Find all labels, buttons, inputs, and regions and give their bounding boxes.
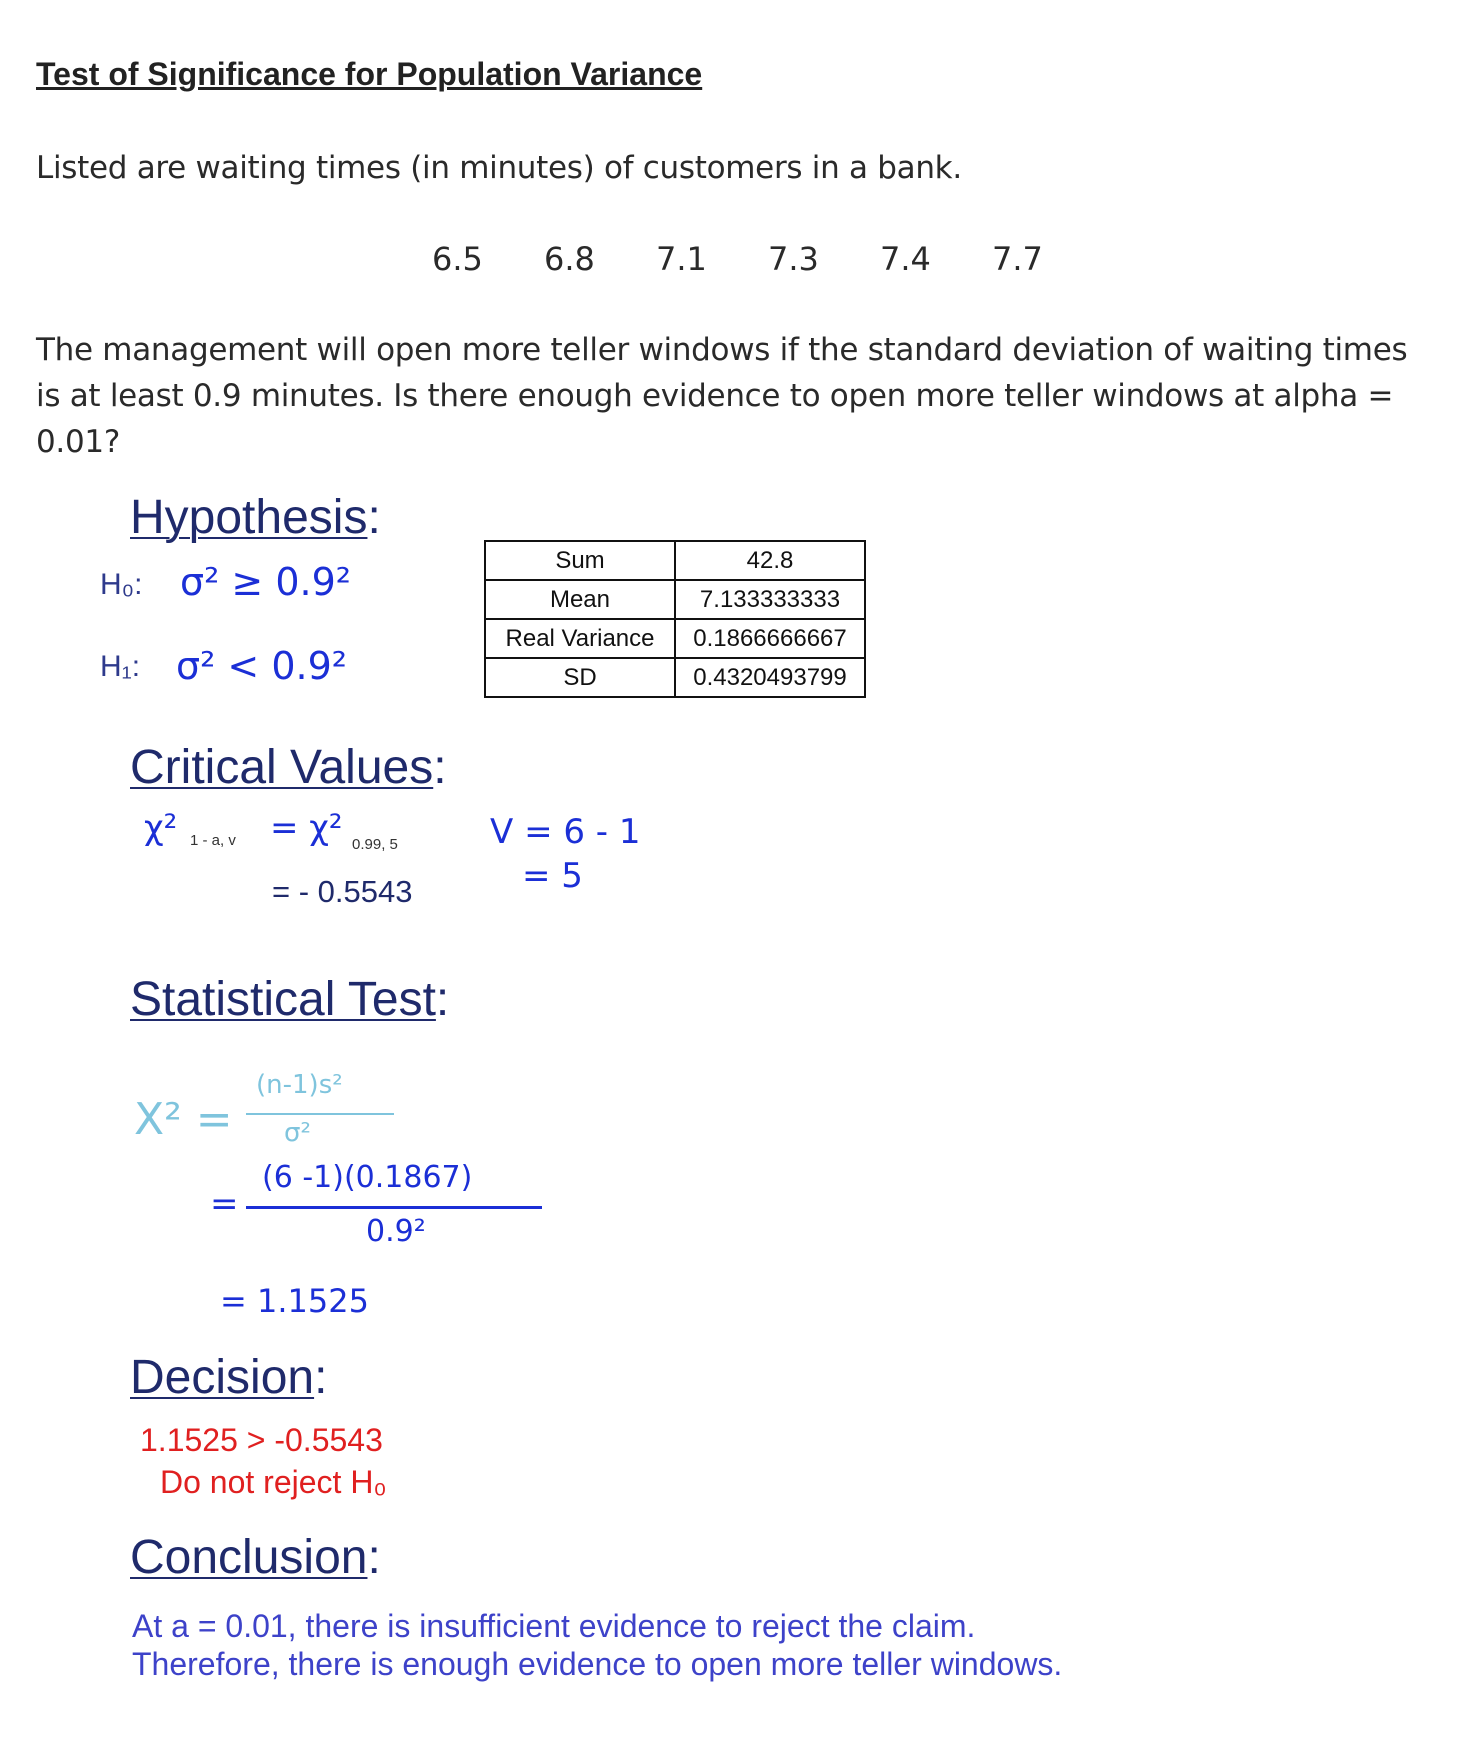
table-cell: Real Variance [485,619,675,658]
h1-label: H₁: [100,650,141,683]
question-line-2: is at least 0.9 minutes. Is there enough evidence to open more teller windows at alpha = [36,378,1394,414]
hypothesis-heading: Hypothesis: [130,491,381,544]
h1-expression: σ² < 0.9² [176,644,347,688]
h0-label: H₀: [100,568,143,601]
table-row [485,658,865,697]
calculation-equals: = [210,1184,239,1224]
data-value: 7.7 [992,240,1043,278]
calculation-numerator: (6 -1)(0.1867) [262,1160,473,1195]
statistical-test-heading: Statistical Test: [130,973,450,1026]
formula-fraction-bar [246,1113,394,1115]
formula-numerator: (n-1)s² [256,1070,343,1100]
critical-values-heading-text: Critical Values [130,741,434,794]
chi-square-lhs: χ² [144,808,178,848]
page-title: Test of Significance for Population Variance [36,56,703,92]
decision-comparison: 1.1525 > -0.5543 [140,1422,383,1458]
table-cell: 0.1866666667 [675,619,865,658]
calculation-denominator: 0.9² [366,1214,426,1249]
decision-heading-text: Decision [130,1351,315,1404]
critical-value-result: = - 0.5543 [272,874,413,909]
data-values [432,240,1104,278]
table-cell: SD [485,658,675,697]
calculation-fraction-bar [246,1206,542,1209]
decision-statement: Do not reject H₀ [160,1464,387,1500]
table-cell: Sum [485,541,675,580]
chi-square-rhs: = χ² [270,808,343,848]
critical-values-heading: Critical Values: [130,741,447,794]
data-value: 6.8 [544,240,595,278]
table-row [485,580,865,619]
data-value: 6.5 [432,240,483,278]
table-row [485,541,865,580]
statistical-test-heading-text: Statistical Test [130,973,436,1026]
formula-lhs: X² = [134,1094,233,1145]
question-line-3: 0.01? [36,424,120,460]
chi-square-lhs-subscript: 1 - a, v [190,832,236,849]
conclusion-heading: Conclusion: [130,1531,381,1584]
test-statistic-result: = 1.1525 [220,1282,369,1320]
degrees-of-freedom-line-2: = 5 [522,856,583,896]
table-cell: 7.133333333 [675,580,865,619]
question-line-1: The management will open more teller windows if the standard deviation of waiting times [36,332,1408,368]
degrees-of-freedom-line-1: V = 6 - 1 [490,812,641,852]
chi-square-rhs-subscript: 0.99, 5 [352,836,398,853]
table-cell: Mean [485,580,675,619]
intro-text: Listed are waiting times (in minutes) of customers in a bank. [36,150,962,186]
summary-stats-table [484,540,866,698]
table-row [485,619,865,658]
conclusion-line-1: At a = 0.01, there is insufficient evidence to reject the claim. [132,1608,976,1644]
data-value: 7.3 [768,240,819,278]
conclusion-line-2: Therefore, there is enough evidence to open more teller windows. [132,1646,1063,1682]
table-cell: 42.8 [675,541,865,580]
h0-expression: σ² ≥ 0.9² [180,560,351,604]
conclusion-heading-text: Conclusion [130,1531,368,1584]
data-value: 7.4 [880,240,931,278]
hypothesis-heading-text: Hypothesis [130,491,368,544]
table-cell: 0.4320493799 [675,658,865,697]
formula-denominator: σ² [284,1118,311,1148]
data-value: 7.1 [656,240,707,278]
decision-heading: Decision: [130,1351,328,1404]
